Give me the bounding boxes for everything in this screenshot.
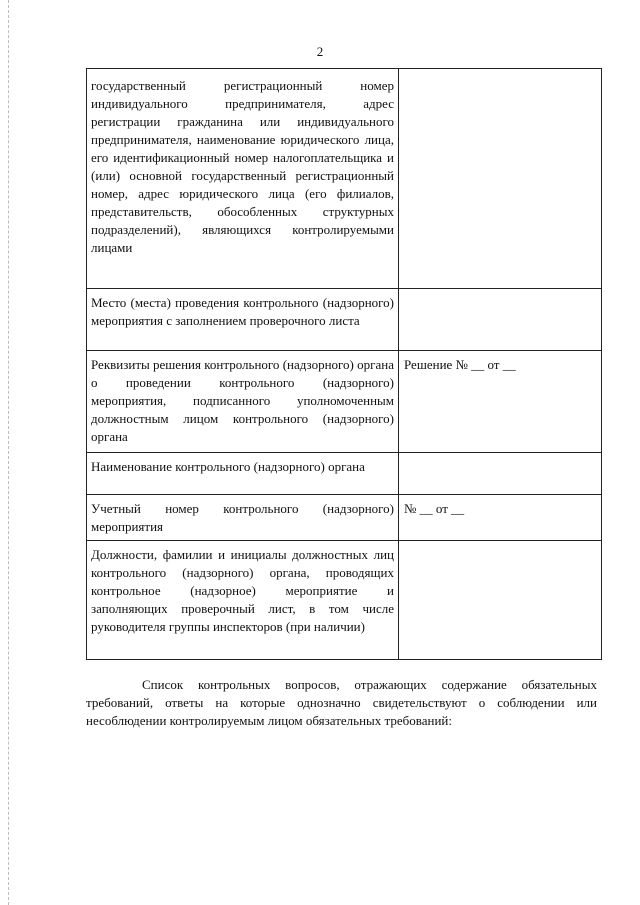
row-value-authority-name xyxy=(399,453,602,495)
checklist-intro-paragraph: Список контрольных вопросов, отражающих содержание обязательных требований, ответы на которые однозначно свидетельствуют о соблюдении или несоблюдении контролируемым лицом обязательных требований: xyxy=(86,677,597,728)
row-value-decision-details: Решение № __ от __ xyxy=(399,351,602,453)
table-row xyxy=(87,289,602,351)
table-row xyxy=(87,453,602,495)
page-number: 2 xyxy=(316,44,324,59)
row-value-contractor-details xyxy=(399,69,602,289)
row-label-location: Место (места) проведения контрольного (надзорного) мероприятия с заполнением проверочного листа xyxy=(87,289,399,351)
row-label-authority-name: Наименование контрольного (надзорного) органа xyxy=(87,453,399,495)
inspection-info-table xyxy=(86,68,602,660)
row-label-decision-details: Реквизиты решения контрольного (надзорного) органа о проведении контрольного (надзорного) мероприятия, подписанного уполномоченным должностным лицом контрольного (надзорного) органа xyxy=(87,351,399,453)
row-label-officials: Должности, фамилии и инициалы должностных лиц контрольного (надзорного) органа, проводящих контрольное (надзорное) мероприятие и заполняющих проверочный лист, в том числе руководителя группы инспекторов (при наличии) xyxy=(87,541,399,660)
row-value-location xyxy=(399,289,602,351)
row-value-officials xyxy=(399,541,602,660)
table-row xyxy=(87,495,602,541)
row-label-registration-number: Учетный номер контрольного (надзорного) мероприятия xyxy=(87,495,399,541)
table-row xyxy=(87,541,602,660)
scan-edge-line xyxy=(8,0,9,905)
row-label-contractor-details: государственный регистрационный номер индивидуального предпринимателя, адрес регистрации гражданина или индивидуального предпринимателя, наименование юридического лица, его идентификационный номер налогоплательщика и (или) основной государственный регистрационный номер, адрес юридического лица (его филиалов, представительств, обособленных структурных подразделений), являющихся контролируемыми лицами xyxy=(87,69,399,289)
row-value-registration-number: № __ от __ xyxy=(399,495,602,541)
table-row xyxy=(87,69,602,289)
table-row xyxy=(87,351,602,453)
